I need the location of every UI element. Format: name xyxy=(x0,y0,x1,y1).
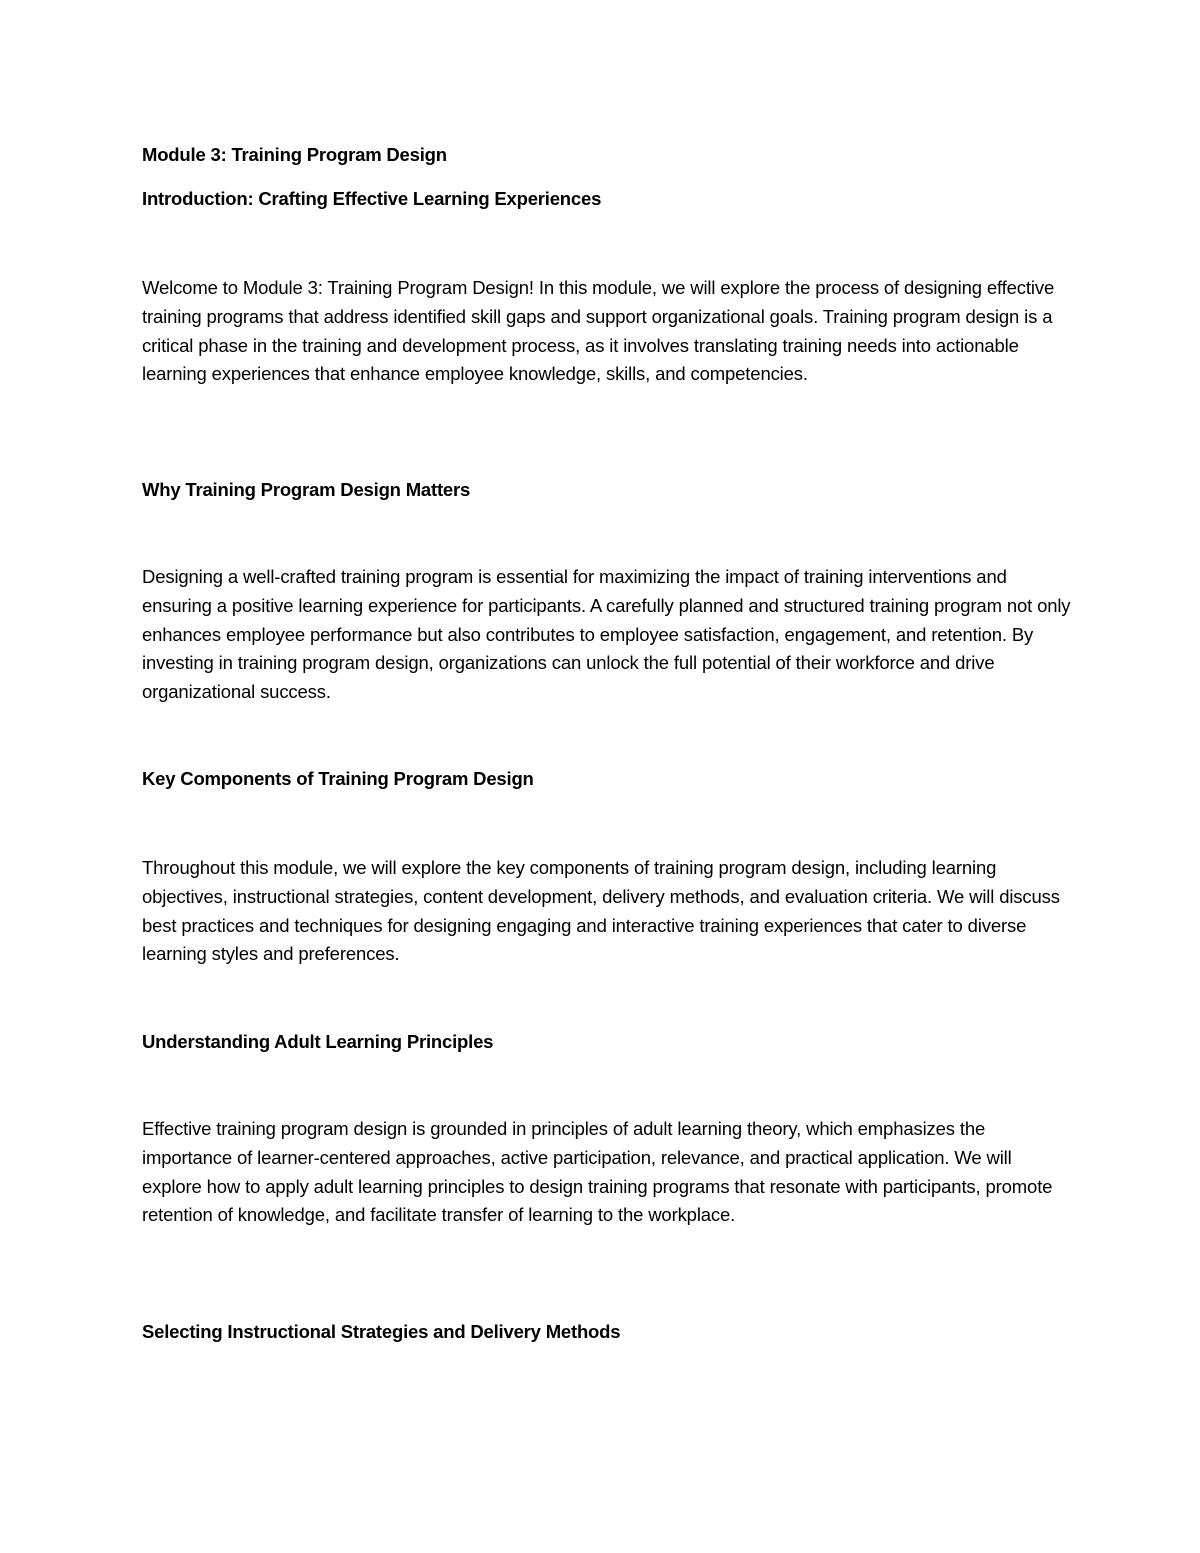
section-paragraph-adult-learning: Effective training program design is grounded in principles of adult learning theory, which emphasizes the importance of learner-centered approaches, active participation, relevance, and practical application. We will explore how to apply adult learning principles to design training programs that resonate with participants, promote retention of knowledge, and facilitate transfer of learning to the workplace. xyxy=(142,1118,1053,1226)
section-paragraph-why-design-matters: Designing a well-crafted training program is essential for maximizing the impact of training interventions and ensuring a positive learning experience for participants. A carefully planned and structured training program not only enhances employee performance but also contributes to employee satisfaction, engagement, and retention. By investing in training program design, organizations can unlock the full potential of their workforce and drive organizational success. xyxy=(142,566,1071,703)
section-heading-key-components: Key Components of Training Program Design xyxy=(142,768,534,789)
module-title: Module 3: Training Program Design xyxy=(142,144,447,165)
section-heading-instructional-strategies: Selecting Instructional Strategies and Delivery Methods xyxy=(142,1321,621,1342)
section-heading-adult-learning: Understanding Adult Learning Principles xyxy=(142,1031,494,1052)
section-paragraph-key-components: Throughout this module, we will explore the key components of training program design, including learning objectives, instructional strategies, content development, delivery methods, and evaluation criteria. We will discuss best practices and techniques for designing engaging and interactive training experiences that cater to diverse learning styles and preferences. xyxy=(142,857,1060,965)
intro-heading: Introduction: Crafting Effective Learning Experiences xyxy=(142,188,602,209)
document-page xyxy=(142,0,1072,1553)
intro-paragraph: Welcome to Module 3: Training Program Design! In this module, we will explore the process of designing effective training programs that address identified skill gaps and support organizational goals. Training program design is a critical phase in the training and development process, as it involves translating training needs into actionable learning experiences that enhance employee knowledge, skills, and competencies. xyxy=(142,277,1055,385)
section-heading-why-design-matters: Why Training Program Design Matters xyxy=(142,479,471,500)
